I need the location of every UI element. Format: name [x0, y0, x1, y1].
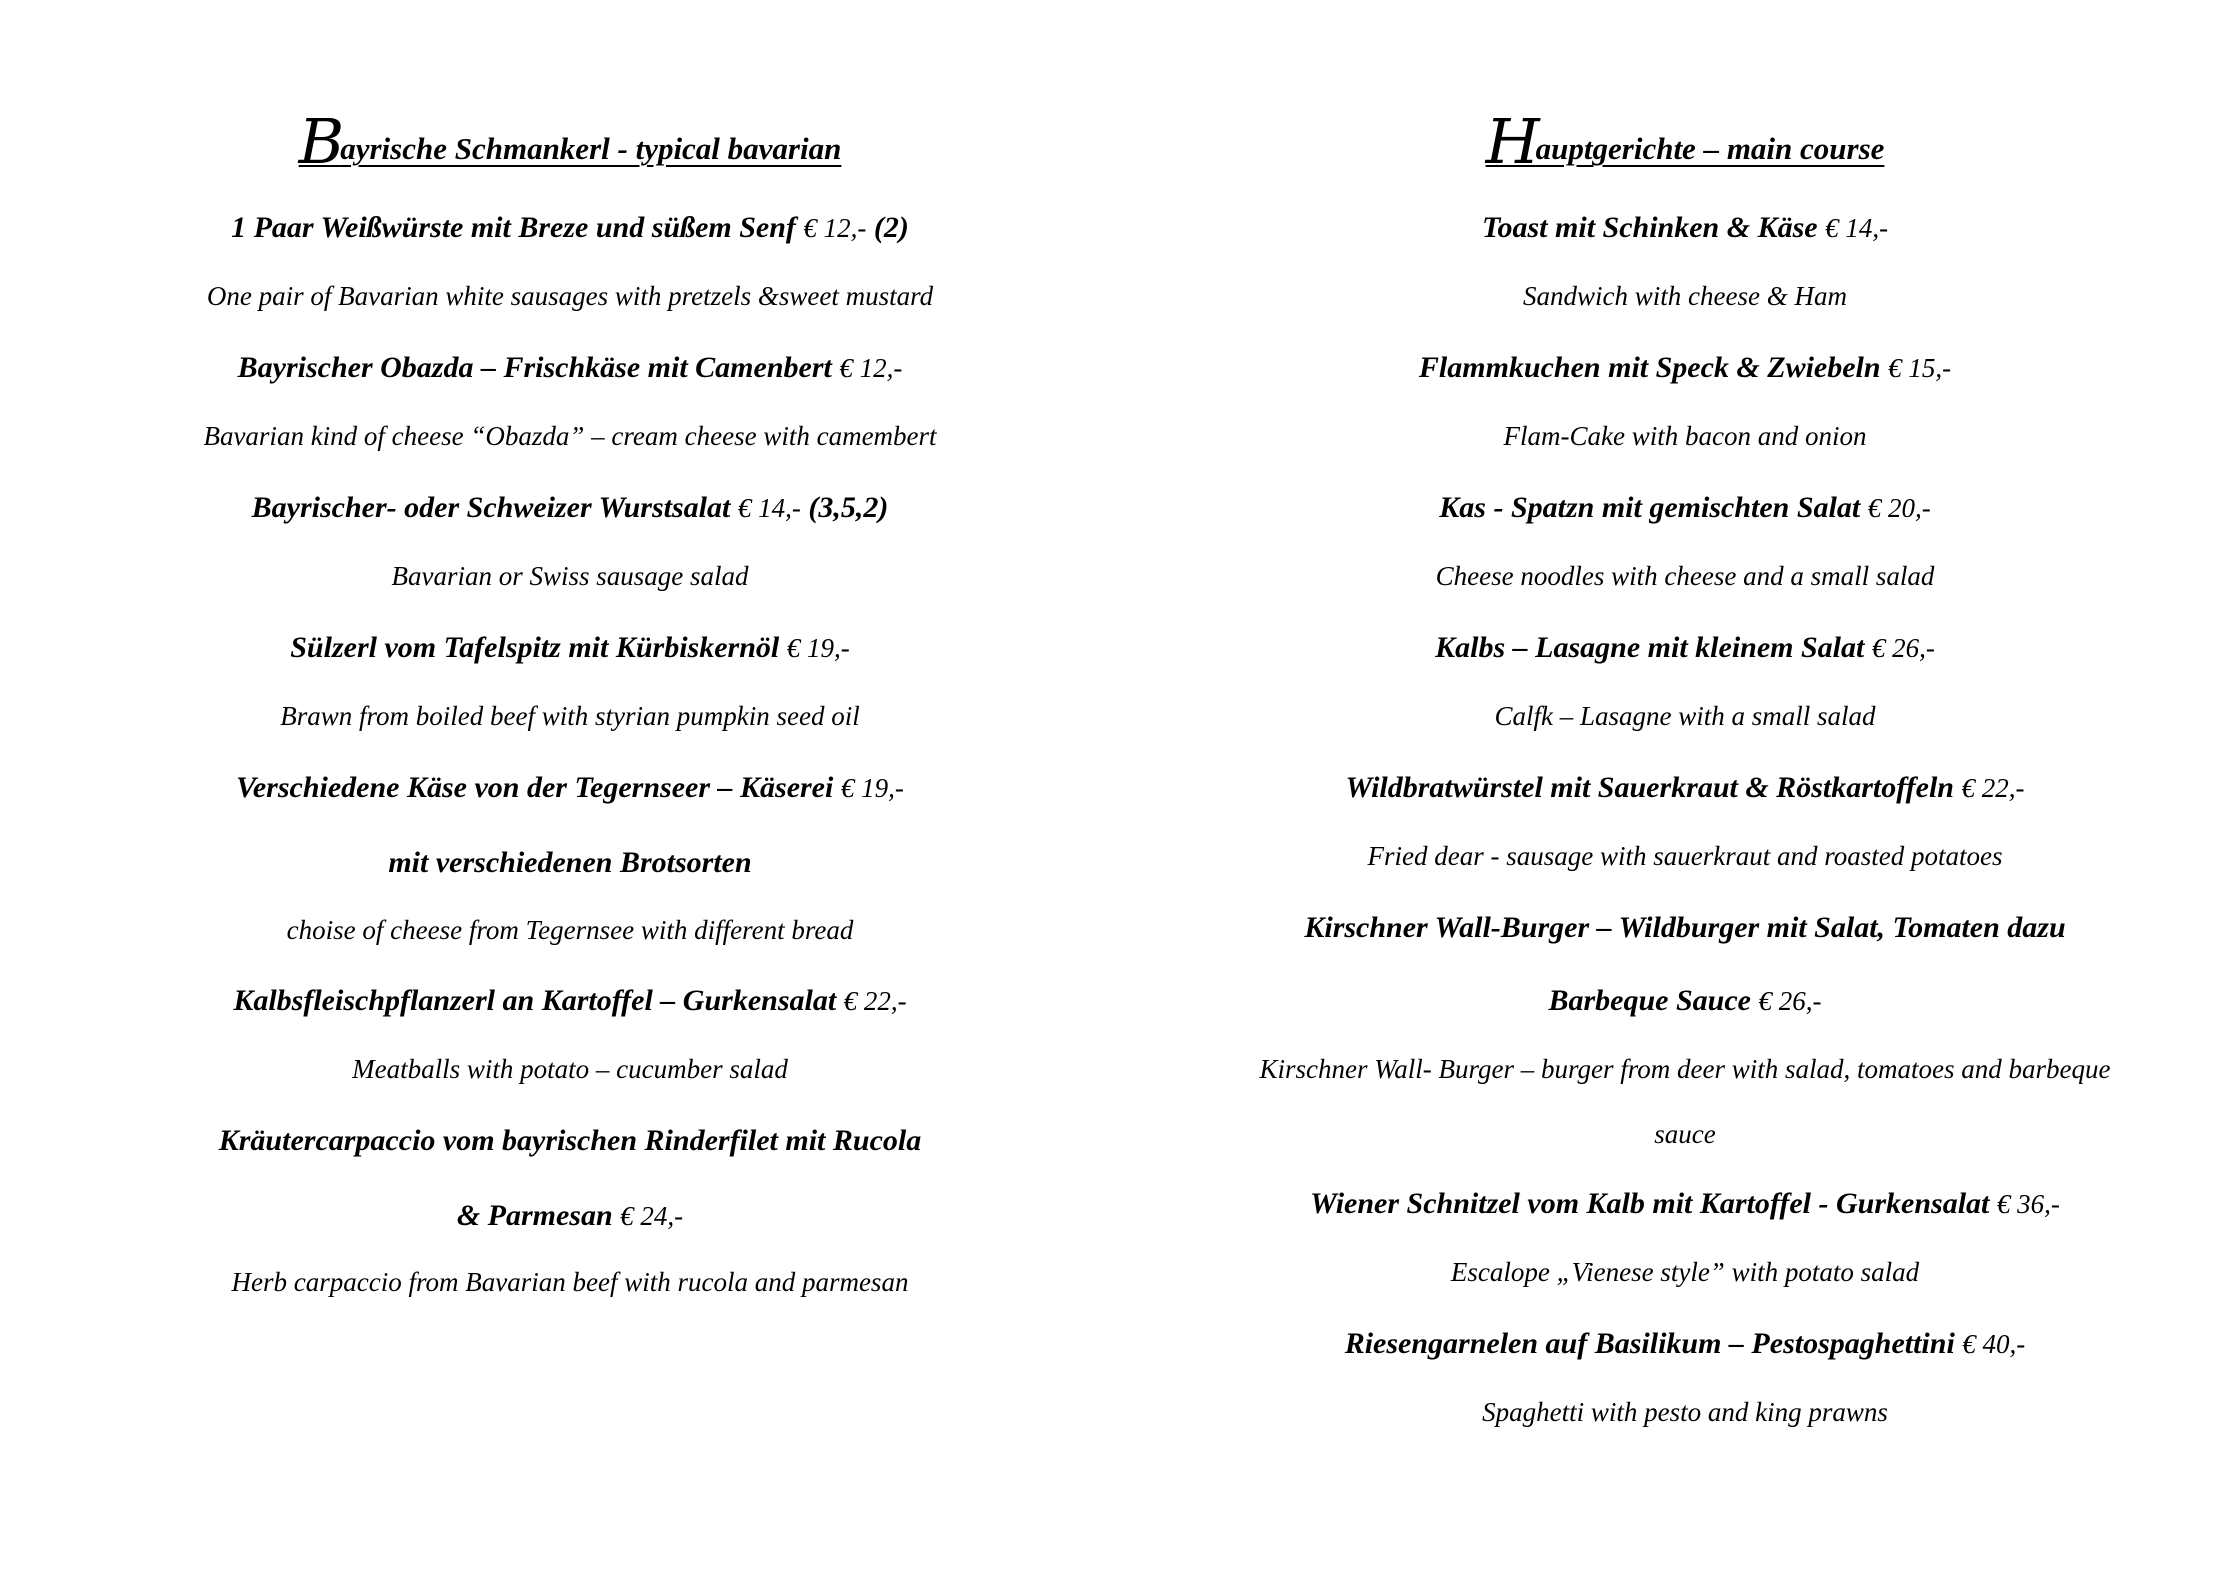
- heading-text: auptgerichte – main course: [1535, 131, 1885, 166]
- menu-item-name: Flammkuchen mit Speck & Zwiebeln € 15,-: [1418, 351, 1952, 384]
- menu-item-price: € 40,-: [1962, 1329, 2026, 1359]
- menu-item-name: Kas - Spatzn mit gemischten Salat € 20,-: [1439, 491, 1931, 524]
- menu-item-translation: Calfk – Lasagne with a small salad: [1494, 701, 1876, 731]
- menu-item-translation: Sandwich with cheese & Ham: [1523, 281, 1847, 311]
- right-menu-column: [1170, 0, 2200, 1571]
- menu-item-price: € 15,-: [1888, 353, 1952, 383]
- menu-item-price: € 22,-: [843, 986, 907, 1016]
- menu-item-translation: One pair of Bavarian white sausages with pretzels &sweet mustard: [206, 281, 934, 311]
- menu-item-translation: Bavarian or Swiss sausage salad: [391, 561, 749, 591]
- menu-item-name: Toast mit Schinken & Käse € 14,-: [1481, 211, 1889, 244]
- menu-item-price: € 22,-: [1961, 773, 2025, 803]
- heading-text: ayrische Schmankerl - typical bavarian: [340, 131, 842, 166]
- menu-item-price: € 19,-: [840, 773, 904, 803]
- menu-item-name: Sülzerl vom Tafelspitz mit Kürbiskernöl € 19,-: [290, 631, 850, 664]
- menu-item-name: Kirschner Wall-Burger – Wildburger mit Salat, Tomaten dazu: [1304, 911, 2066, 944]
- menu-item-translation: Escalope „Vienese style” with potato salad: [1450, 1257, 1920, 1287]
- menu-item-name-continued: mit verschiedenen Brotsorten: [388, 846, 752, 879]
- menu-item-name: Wiener Schnitzel vom Kalb mit Kartoffel - Gurkensalat € 36,-: [1310, 1187, 2060, 1220]
- menu-item-price: € 12,-: [803, 213, 867, 243]
- menu-item-note: (3,5,2): [808, 491, 889, 524]
- menu-item-translation: choise of cheese from Tegernsee with different bread: [286, 915, 854, 945]
- menu-item-name: Kräutercarpaccio vom bayrischen Rinderfilet mit Rucola: [218, 1124, 922, 1157]
- menu-item-translation: Herb carpaccio from Bavarian beef with rucola and parmesan: [231, 1267, 909, 1297]
- menu-item-translation: Cheese noodles with cheese and a small salad: [1435, 561, 1935, 591]
- menu-item-translation: Meatballs with potato – cucumber salad: [352, 1054, 788, 1084]
- menu-item-translation: Brawn from boiled beef with styrian pumpkin seed oil: [280, 701, 860, 731]
- menu-item-translation: Flam-Cake with bacon and onion: [1503, 421, 1867, 451]
- menu-item-price: € 20,-: [1867, 493, 1931, 523]
- menu-item-translation: Kirschner Wall- Burger – burger from deer with salad, tomatoes and barbeque: [1259, 1054, 2111, 1084]
- menu-item-name: Wildbratwürstel mit Sauerkraut & Röstkartoffeln € 22,-: [1345, 771, 2025, 804]
- menu-item-translation: Fried dear - sausage with sauerkraut and roasted potatoes: [1367, 841, 2003, 871]
- section-heading-left: [100, 105, 1040, 178]
- menu-item-name: Bayrischer- oder Schweizer Wurstsalat € 14,- (3,5,2): [251, 491, 889, 524]
- heading-initial: B: [298, 105, 341, 178]
- menu-item-translation: Bavarian kind of cheese “Obazda” – cream cheese with camembert: [203, 421, 937, 451]
- left-menu-column: [100, 0, 1040, 1571]
- menu-item-name: Verschiedene Käse von der Tegernseer – Käserei € 19,-: [236, 771, 904, 804]
- menu-item-price: € 26,-: [1758, 986, 1822, 1016]
- menu-item-name: 1 Paar Weißwürste mit Breze und süßem Senf € 12,- (2): [231, 211, 909, 244]
- section-heading-right: [1170, 105, 2200, 178]
- menu-item-price: € 14,-: [737, 493, 801, 523]
- menu-item-name-continued: & Parmesan € 24,-: [456, 1199, 684, 1232]
- menu-item-price: € 12,-: [839, 353, 903, 383]
- menu-item-note: (2): [873, 211, 909, 244]
- menu-item-name: Bayrischer Obazda – Frischkäse mit Camenbert € 12,-: [237, 351, 903, 384]
- menu-item-price: € 36,-: [1996, 1189, 2060, 1219]
- menu-item-price: € 19,-: [786, 633, 850, 663]
- menu-item-price: € 14,-: [1825, 213, 1889, 243]
- menu-item-price: € 24,-: [620, 1201, 684, 1231]
- menu-item-name-continued: Barbeque Sauce € 26,-: [1548, 984, 1822, 1017]
- menu-item-price: € 26,-: [1871, 633, 1935, 663]
- menu-item-name: Riesengarnelen auf Basilikum – Pestospaghettini € 40,-: [1344, 1327, 2026, 1360]
- menu-item-name: Kalbs – Lasagne mit kleinem Salat € 26,-: [1435, 631, 1935, 664]
- menu-item-translation-continued: sauce: [1654, 1119, 1716, 1149]
- menu-item-translation: Spaghetti with pesto and king prawns: [1482, 1397, 1888, 1427]
- menu-item-name: Kalbsfleischpflanzerl an Kartoffel – Gurkensalat € 22,-: [233, 984, 907, 1017]
- heading-initial: H: [1485, 105, 1536, 178]
